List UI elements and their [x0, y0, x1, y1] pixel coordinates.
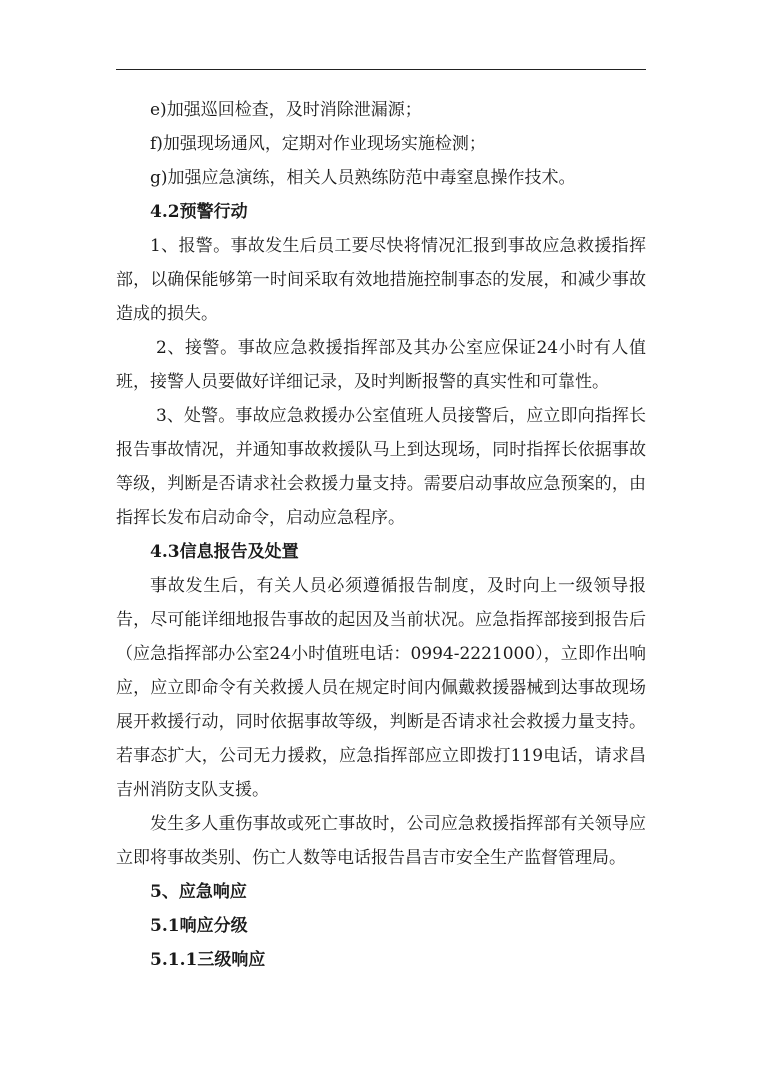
section-4-2-report: 1、报警。事故发生后员工要尽快将情况汇报到事故应急救援指挥部，以确保能够第一时间采取有效地措施控制事态的发展，和减少事故造成的损失。 — [116, 236, 646, 324]
section-5-1-title: 5.1响应分级 — [150, 916, 248, 936]
section-5-title: 5、应急响应 — [150, 882, 247, 902]
section-4-2-receive: 2、接警。事故应急救援指挥部及其办公室应保证24小时有人值班，接警人员要做好详细记录，及时判断报警的真实性和可靠性。 — [116, 338, 646, 392]
item-g: g)加强应急演练，相关人员熟练防范中毒窒息操作技术。 — [150, 168, 576, 188]
section-4-2-handle: 3、处警。事故应急救援办公室值班人员接警后，应立即向指挥长报告事故情况，并通知事故救援队马上到达现场，同时指挥长依据事故等级，判断是否请求社会救援力量支持。需要启动事故应急预案的，由指挥长发布启动命令，启动应急程序。 — [116, 406, 646, 528]
section-5-1-1-title: 5.1.1三级响应 — [150, 950, 266, 970]
section-4-3-title: 4.3信息报告及处置 — [150, 542, 299, 562]
document-page — [116, 93, 646, 977]
section-4-2-title: 4.2预警行动 — [150, 202, 248, 222]
section-4-3-paragraph-2: 发生多人重伤事故或死亡事故时，公司应急救援指挥部有关领导应立即将事故类别、伤亡人数等电话报告昌吉市安全生产监督管理局。 — [116, 814, 646, 868]
item-f: f)加强现场通风，定期对作业现场实施检测； — [150, 134, 486, 154]
item-e: e)加强巡回检查，及时消除泄漏源； — [150, 100, 422, 120]
section-4-3-paragraph-1: 事故发生后，有关人员必须遵循报告制度，及时向上一级领导报告，尽可能详细地报告事故的起因及当前状况。应急指挥部接到报告后（应急指挥部办公室24小时值班电话：0994-2221000），立即作出响应，应立即命令有关救援人员在规定时间内佩戴救援器械到达事故现场展开救援行动，同时依据事故等级，判断是否请求社会救援力量支持。若事态扩大，公司无力援救，应急指挥部应立即拨打119电话，请求昌吉州消防支队支援。 — [116, 576, 646, 800]
header-rule — [116, 69, 646, 70]
